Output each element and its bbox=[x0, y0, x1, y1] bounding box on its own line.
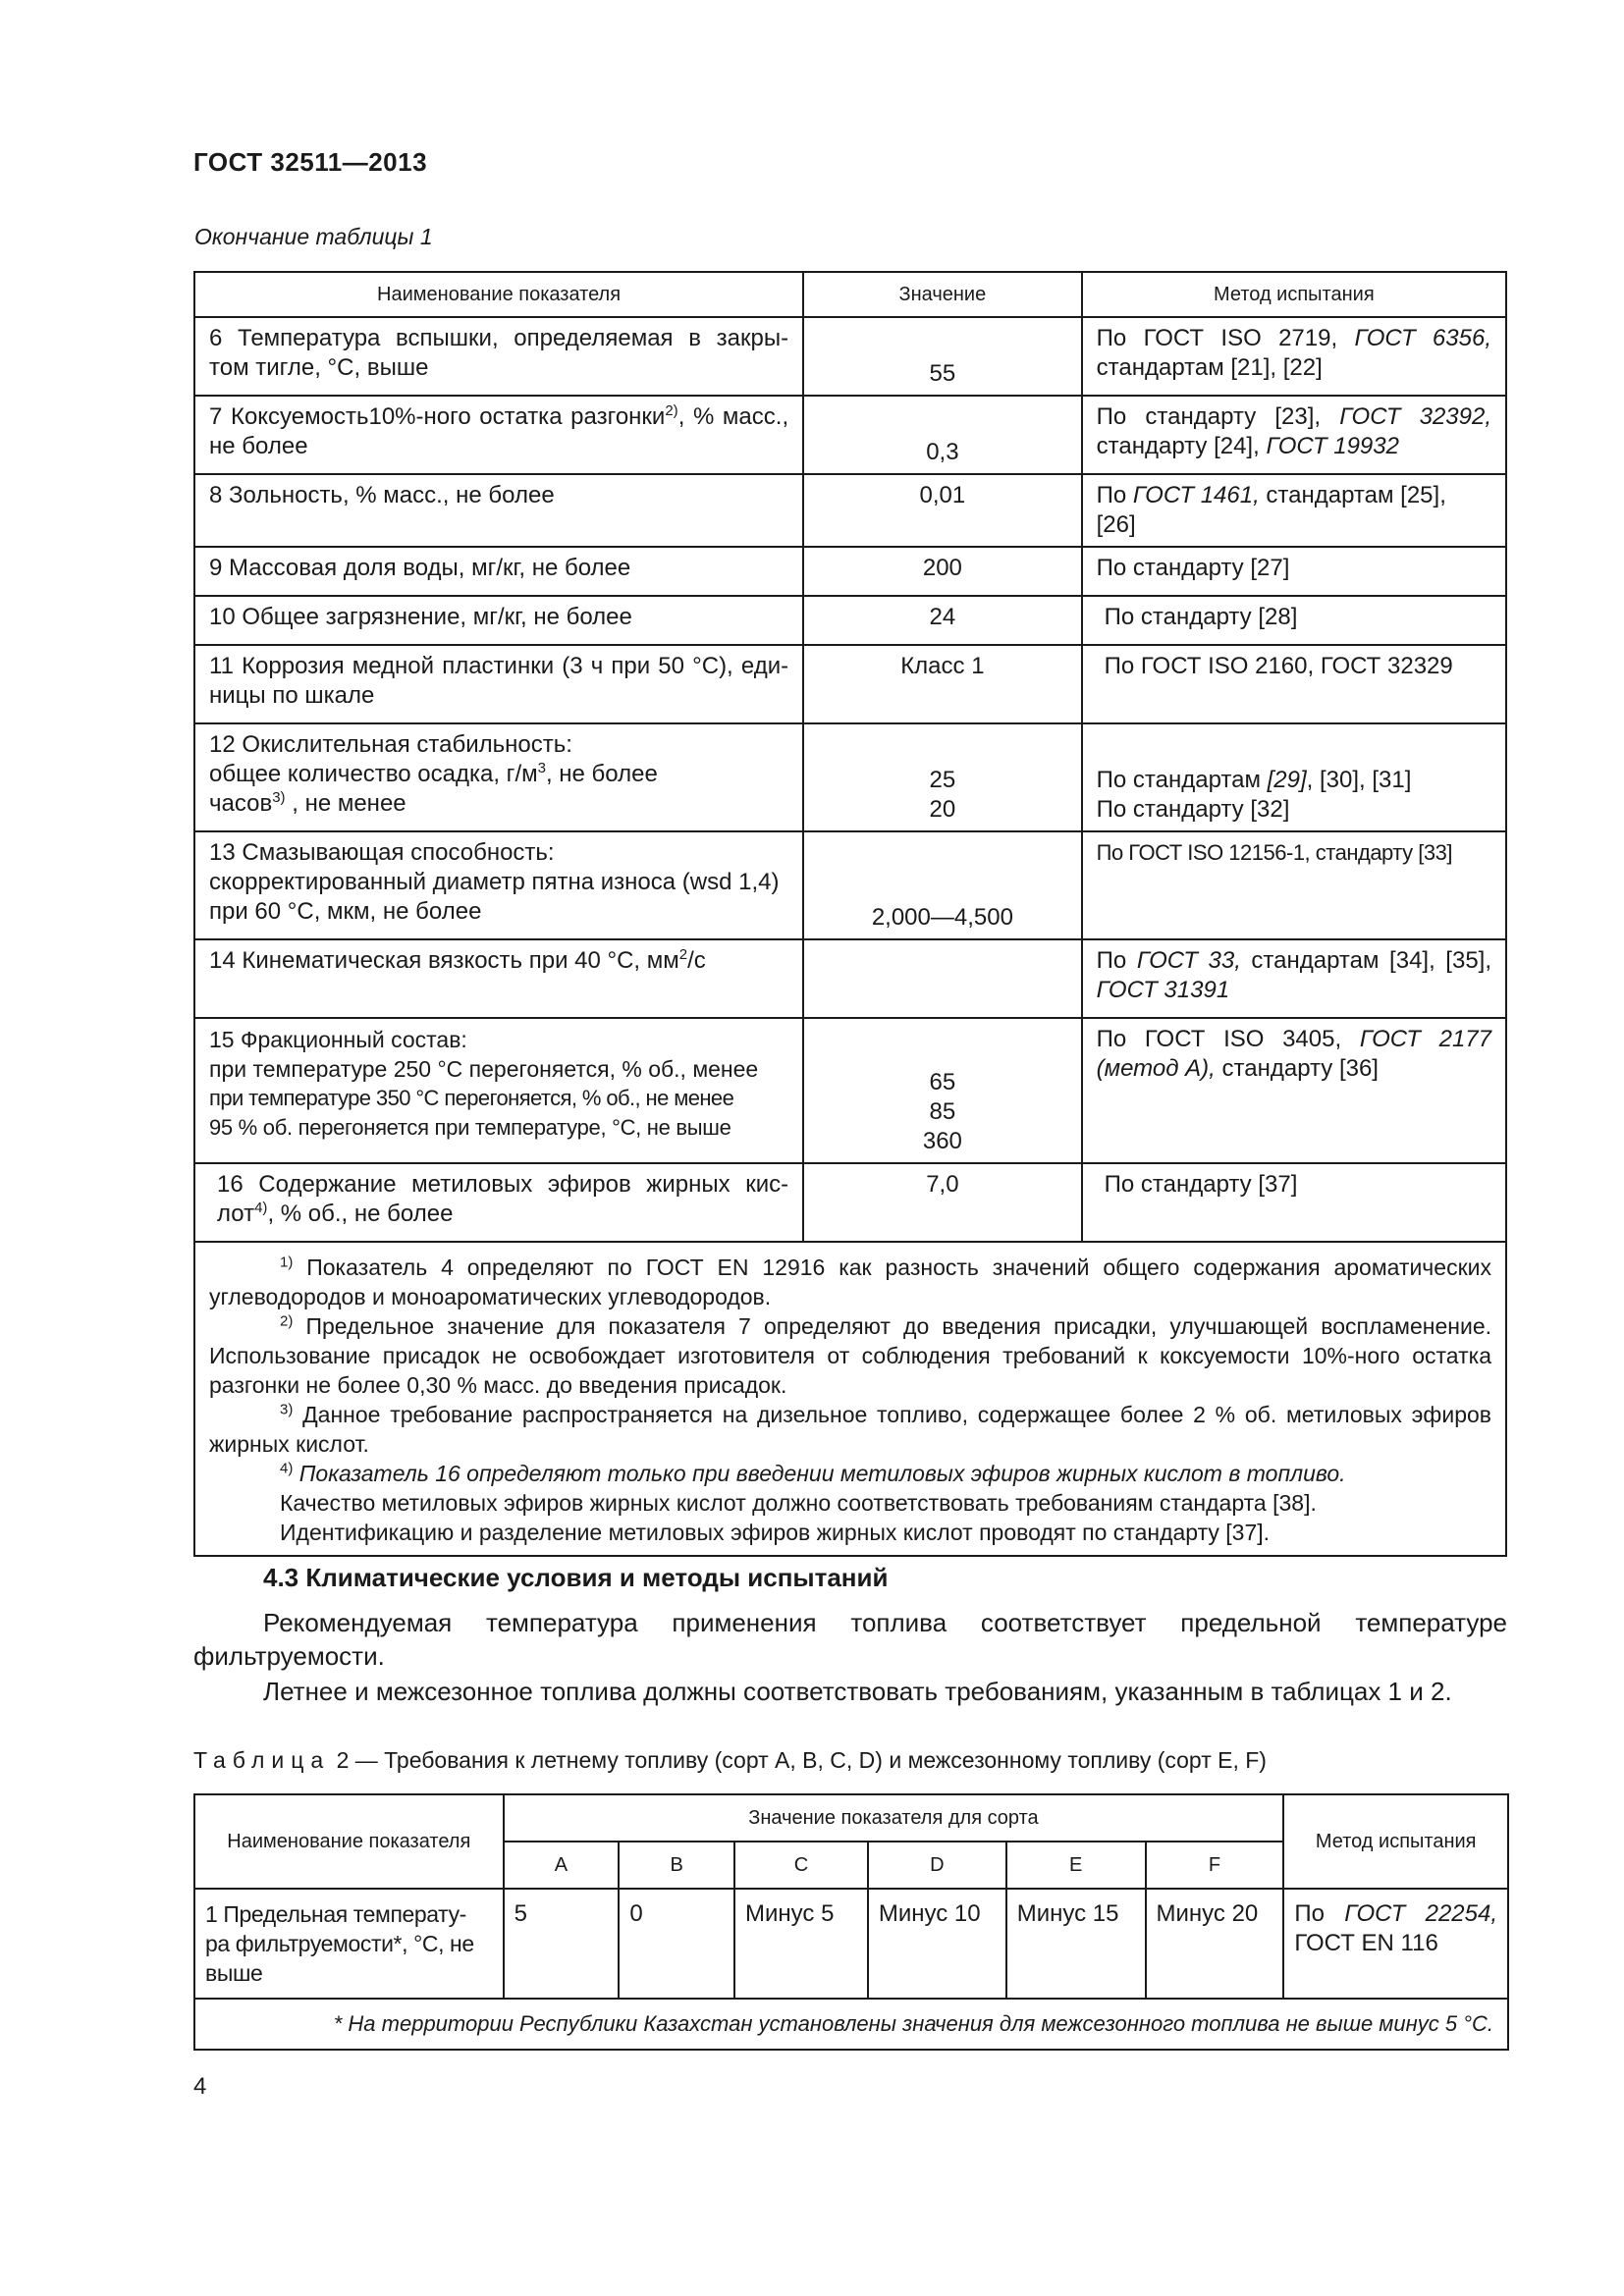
table-row bbox=[194, 1163, 1506, 1242]
table-row bbox=[194, 645, 1506, 723]
row-name: 7 Коксуемость10%-ного остатка разгонки$^{2)}$, % масс., не более bbox=[194, 396, 803, 474]
row-method: По стандарту [27] bbox=[1082, 547, 1506, 596]
row-name: 14 Кинематическая вязкость при 40 °С, $мм^2/с$ bbox=[194, 939, 803, 1018]
table-row bbox=[194, 317, 1506, 396]
row-name: 12 Окислительная стабильность: общее количество осадка, $г/м^3$, не более часов$^{3)}$ , не менее bbox=[194, 723, 803, 831]
row-value: Класс 1 bbox=[803, 645, 1082, 723]
row-name: 8 Зольность, % масс., не более bbox=[194, 474, 803, 547]
table2-header-name: Наименование показателя bbox=[194, 1794, 504, 1889]
row-value: 55 bbox=[803, 317, 1082, 396]
row-value: 25 20 bbox=[803, 723, 1082, 831]
table2-header-group: Значение показателя для сорта bbox=[504, 1794, 1284, 1842]
value-c: Минус 5 bbox=[734, 1889, 868, 1999]
value-e: Минус 15 bbox=[1006, 1889, 1146, 1999]
row-name: 15 Фракционный состав: при температуре 250 °С перегоняется, % об., менее при температуре 350 °С перегоняется, % об., не менее 95 % об. перегоняется при температуре, °С, не выше bbox=[194, 1018, 803, 1163]
row-method: По ГОСТ 33, стандартам [34], [35], ГОСТ 31391 bbox=[1082, 939, 1506, 1018]
grade-a: A bbox=[504, 1842, 620, 1889]
table2-header-row bbox=[194, 1794, 1508, 1842]
footnote-2: $^{2)}$ Предельное значение для показателя 7 определяют до введения присадки, улучшающей воспламенение. Использование присадок не освобождает изготовителя от соблюдения требований к коксуемости 10%-ного остатка разгонки не более 0,30 % масс. до введения присадок. bbox=[209, 1312, 1491, 1398]
row-method: По ГОСТ 22254, ГОСТ EN 116 bbox=[1283, 1889, 1508, 1999]
row-name: 6 Температура вспышки, определяемая в закры- том тигле, °С, выше bbox=[194, 317, 803, 396]
table-row bbox=[194, 474, 1506, 547]
table-row bbox=[194, 1889, 1508, 1999]
grade-e: E bbox=[1006, 1842, 1146, 1889]
row-method: По ГОСТ ISO 2160, ГОСТ 32329 bbox=[1082, 645, 1506, 723]
table1-caption: Окончание таблицы 1 bbox=[194, 224, 433, 249]
page-number: 4 bbox=[193, 2073, 207, 2100]
row-value: 24 bbox=[803, 596, 1082, 645]
table-row bbox=[194, 1018, 1506, 1163]
row-value: 2,000—4,500 bbox=[803, 831, 1082, 939]
value-f: Минус 20 bbox=[1146, 1889, 1284, 1999]
row-value bbox=[803, 939, 1082, 1018]
table-row bbox=[194, 396, 1506, 474]
table-2 bbox=[193, 1793, 1509, 2051]
table1-footnotes bbox=[194, 1242, 1506, 1556]
row-method: По ГОСТ ISO 3405, ГОСТ 2177 (метод А), стандарту [36] bbox=[1082, 1018, 1506, 1163]
row-name: 10 Общее загрязнение, мг/кг, не более bbox=[194, 596, 803, 645]
row-name: 16 Содержание метиловых эфиров жирных кис- лот$^{4)}$, % об., не более bbox=[194, 1163, 803, 1242]
table-row bbox=[194, 723, 1506, 831]
row-name: 1 Предельная температу- ра фильтруемости*, °С, не выше bbox=[194, 1889, 504, 1999]
row-method: По стандарту [23], ГОСТ 32392, стандарту [24], ГОСТ 19932 bbox=[1082, 396, 1506, 474]
row-method: По ГОСТ ISO 12156-1, стандарту [33] bbox=[1082, 831, 1506, 939]
row-method: По ГОСТ ISO 2719, ГОСТ 6356, стандартам [21], [22] bbox=[1082, 317, 1506, 396]
value-b: 0 bbox=[619, 1889, 734, 1999]
footnote-4: $^{4)}$ Показатель 16 определяют только при введении метиловых эфиров жирных кислот в топливо. bbox=[280, 1460, 1346, 1486]
section-title: 4.3 Климатические условия и методы испытаний bbox=[263, 1563, 889, 1592]
grade-c: C bbox=[734, 1842, 868, 1889]
footnote-3: $^{3)}$ Данное требование распространяется на дизельное топливо, содержащее более 2 % об. метиловых эфиров жирных кислот. bbox=[209, 1401, 1491, 1457]
row-method: По стандарту [28] bbox=[1082, 596, 1506, 645]
row-value: 200 bbox=[803, 547, 1082, 596]
row-name: 9 Массовая доля воды, мг/кг, не более bbox=[194, 547, 803, 596]
table1-footnotes-row bbox=[194, 1242, 1506, 1556]
table1-header-name: Наименование показателя bbox=[194, 272, 803, 317]
row-name: 13 Смазывающая способность: скорректированный диаметр пятна износа (wsd 1,4) при 60 °С, мкм, не более bbox=[194, 831, 803, 939]
section-paragraph-1: Рекомендуемая температура применения топлива соответствует предельной температуре фильтруемости. bbox=[193, 1608, 1507, 1671]
table-row bbox=[194, 596, 1506, 645]
section-paragraph-2: Летнее и межсезонное топлива должны соответствовать требованиям, указанным в таблицах 1 и 2. bbox=[263, 1677, 1452, 1706]
table1-header-method: Метод испытания bbox=[1082, 272, 1506, 317]
table1-header-value: Значение bbox=[803, 272, 1082, 317]
footnote-4-quality: Качество метиловых эфиров жирных кислот должно соответствовать требованиям стандарта [38]. bbox=[280, 1490, 1317, 1516]
table2-header-method: Метод испытания bbox=[1283, 1794, 1508, 1889]
table-1 bbox=[193, 271, 1507, 1557]
table-row bbox=[194, 547, 1506, 596]
value-a: 5 bbox=[504, 1889, 620, 1999]
row-method: По стандартам [29], [30], [31] По стандарту [32] bbox=[1082, 723, 1506, 831]
table2-footnote-row bbox=[194, 1999, 1508, 2050]
table-row bbox=[194, 831, 1506, 939]
table-row bbox=[194, 939, 1506, 1018]
table2-footnote: * На территории Республики Казахстан установлены значения для межсезонного топлива не выше минус 5 °С. bbox=[194, 1999, 1508, 2050]
grade-d: D bbox=[868, 1842, 1006, 1889]
value-d: Минус 10 bbox=[868, 1889, 1006, 1999]
row-method: По ГОСТ 1461, стандартам [25], [26] bbox=[1082, 474, 1506, 547]
grade-b: B bbox=[619, 1842, 734, 1889]
row-method: По стандарту [37] bbox=[1082, 1163, 1506, 1242]
footnote-4-identification: Идентификацию и разделение метиловых эфиров жирных кислот проводят по стандарту [37]. bbox=[280, 1520, 1271, 1545]
row-name: 11 Коррозия медной пластинки (3 ч при 50 °С), еди- ницы по шкале bbox=[194, 645, 803, 723]
grade-f: F bbox=[1146, 1842, 1284, 1889]
table1-header-row bbox=[194, 272, 1506, 317]
footnote-1: $^{1)}$ Показатель 4 определяют по ГОСТ EN 12916 как разность значений общего содержания ароматических углеводородов и моноароматических углеводородов. bbox=[209, 1254, 1491, 1309]
row-value: 0,3 bbox=[803, 396, 1082, 474]
row-value: 0,01 bbox=[803, 474, 1082, 547]
table2-caption: Таблица 2 — Требования к летнему топливу (сорт А, В, С, D) и межсезонному топливу (сорт Е, F) bbox=[193, 1747, 1267, 1773]
row-value: 7,0 bbox=[803, 1163, 1082, 1242]
row-value: 65 85 360 bbox=[803, 1018, 1082, 1163]
document-header: ГОСТ 32511—2013 bbox=[193, 147, 428, 177]
